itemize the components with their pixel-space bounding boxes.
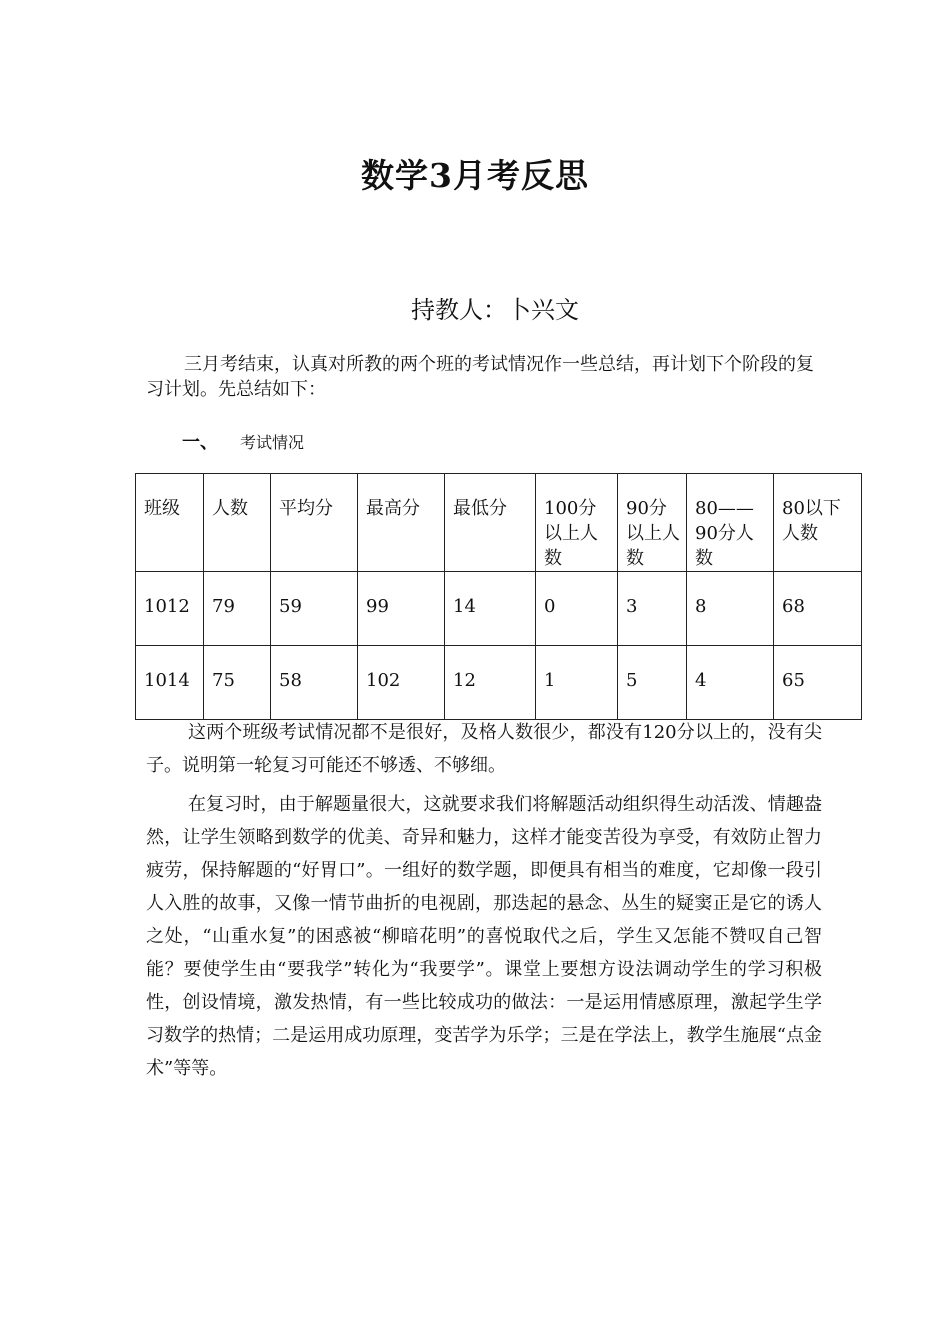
body-paragraph: 在复习时，由于解题量很大，这就要求我们将解题活动组织得生动活泼、情趣盎然，让学生领略到数学的优美、奇异和魅力，这样才能变苦役为享受，有效防止智力疲劳，保持解题的“好胃口”。一组好的数学题，即便具有相当的难度，它却像一段引人入胜的故事，又像一情节曲折的电视剧，那迭起的悬念、丛生的疑窦正是它的诱人之处，“山重水复”的困惑被“柳暗花明”的喜悦取代之后，学生又怎能不赞叹自己智能？要使学生由“要我学”转化为“我要学”。课堂上要想方设法调动学生的学习积极性，创设情境，激发热情，有一些比较成功的做法：一是运用情感原理，激起学生学习数学的热情；二是运用成功原理，变苦学为乐学；三是在学法上，教学生施展“点金术”等等。 bbox=[146, 794, 822, 1079]
document-title: 数学3月考反思 bbox=[361, 156, 589, 195]
table-cell: 58 bbox=[271, 646, 358, 720]
table-header-row bbox=[136, 474, 862, 572]
table-cell: 14 bbox=[445, 572, 536, 646]
table-row bbox=[136, 572, 862, 646]
header-cell: 平均分 bbox=[271, 474, 358, 572]
table-cell: 99 bbox=[358, 572, 445, 646]
table-cell: 1 bbox=[536, 646, 618, 720]
table-cell: 12 bbox=[445, 646, 536, 720]
intro-paragraph: 三月考结束，认真对所教的两个班的考试情况作一些总结，再计划下个阶段的复习计划。先总结如下： bbox=[146, 354, 814, 400]
table-cell: 8 bbox=[687, 572, 774, 646]
header-cell: 最高分 bbox=[358, 474, 445, 572]
table-cell: 1012 bbox=[136, 572, 204, 646]
header-cell: 人数 bbox=[204, 474, 271, 572]
header-cell: 100分以上人数 bbox=[536, 474, 618, 572]
header-cell: 最低分 bbox=[445, 474, 536, 572]
table-cell: 1014 bbox=[136, 646, 204, 720]
section-heading bbox=[182, 428, 304, 454]
table-cell: 59 bbox=[271, 572, 358, 646]
table-cell: 0 bbox=[536, 572, 618, 646]
author-line: 持教人：卜兴文 bbox=[411, 296, 579, 324]
table-cell: 3 bbox=[618, 572, 687, 646]
header-cell: 80——90分人数 bbox=[687, 474, 774, 572]
table-cell: 5 bbox=[618, 646, 687, 720]
body-paragraph: 这两个班级考试情况都不是很好，及格人数很少，都没有120分以上的，没有尖子。说明第一轮复习可能还不够透、不够细。 bbox=[146, 722, 822, 776]
section-title: 考试情况 bbox=[240, 433, 305, 452]
table-cell: 4 bbox=[687, 646, 774, 720]
table-cell: 68 bbox=[774, 572, 862, 646]
table-cell: 75 bbox=[204, 646, 271, 720]
table-row bbox=[136, 646, 862, 720]
header-cell: 80以下人数 bbox=[774, 474, 862, 572]
exam-stats-table bbox=[135, 473, 862, 720]
header-cell: 90分以上人数 bbox=[618, 474, 687, 572]
table-cell: 102 bbox=[358, 646, 445, 720]
table-cell: 79 bbox=[204, 572, 271, 646]
table-cell: 65 bbox=[774, 646, 862, 720]
header-cell: 班级 bbox=[136, 474, 204, 572]
section-number: 一、 bbox=[182, 432, 218, 453]
